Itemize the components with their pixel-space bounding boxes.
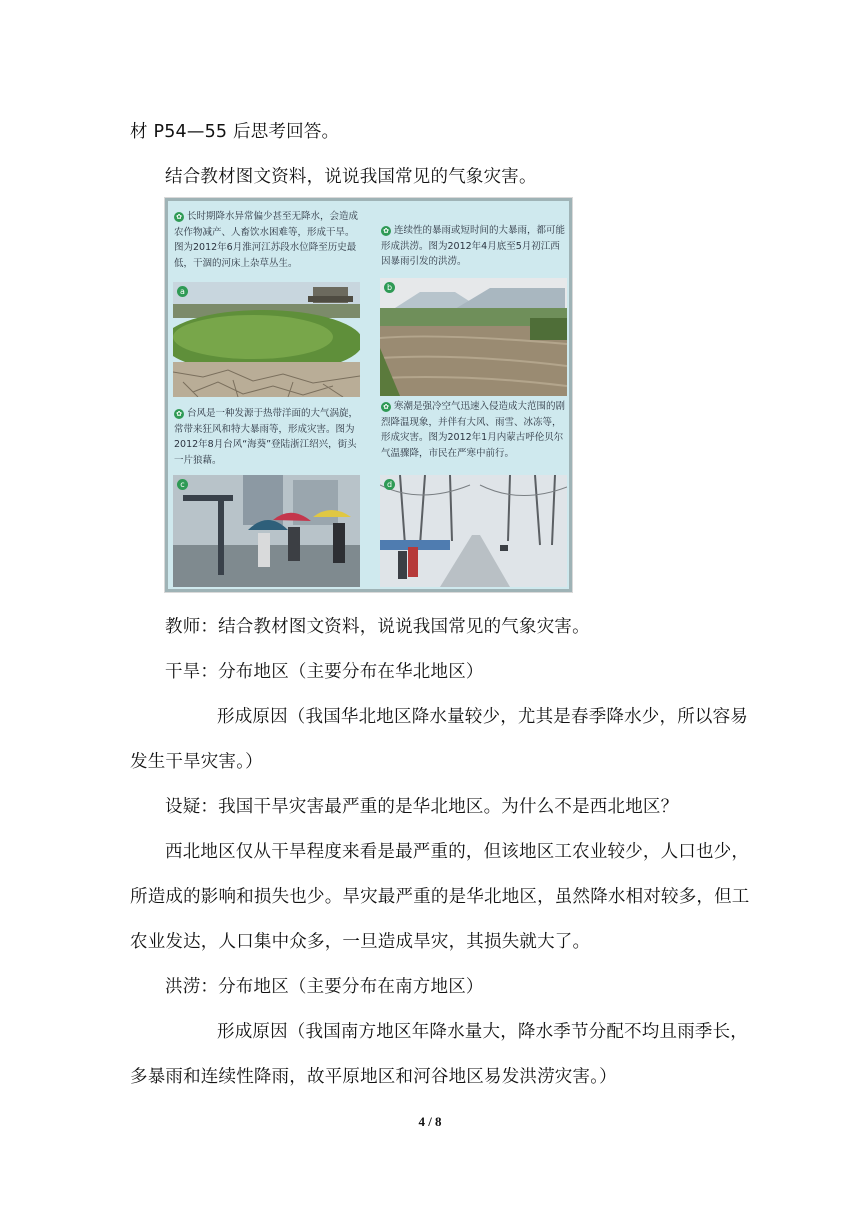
photo-tag-a: a [177,286,188,297]
leaf-icon: ✿ [381,226,391,236]
caption-flood: ✿ 连续性的暴雨或短时间的大暴雨，都可能形成洪涝。图为2012年4月底至5月初江西因暴雨引发的洪涝。 [381,225,566,267]
paragraph-line: 发生干旱灾害。） [130,752,263,772]
photo-typhoon [173,475,360,587]
paragraph-line: 形成原因（我国南方地区年降水量大，降水季节分配不均且雨季长， [217,1022,748,1042]
leaf-icon: ✿ [174,409,184,419]
photo-tag-c: c [177,479,188,490]
paragraph-line: 多暴雨和连续性降雨，故平原地区和河谷地区易发洪涝灾害。） [130,1067,617,1087]
paragraph-line: 材 P54—55 后思考回答。 [130,122,340,142]
caption-drought: ✿ 长时期降水异常偏少甚至无降水，会造成农作物减产、人畜饮水困难等，形成干旱。图为2012年6月淮河江苏段水位降至历史最低，干涸的河床上杂草丛生。 [174,211,359,269]
paragraph-line: 农业发达，人口集中众多，一旦造成旱灾，其损失就大了。 [130,932,591,952]
paragraph-line: 干旱：分布地区（主要分布在华北地区） [165,662,484,682]
photo-cold-wave [380,475,567,587]
paragraph-line: 设疑：我国干旱灾害最严重的是华北地区。为什么不是西北地区？ [165,797,679,817]
caption-typhoon: ✿ 台风是一种发源于热带洋面的大气涡旋，常带来狂风和特大暴雨等，形成灾害。图为2012年8月台风“海葵”登陆浙江绍兴，街头一片狼藉。 [174,408,359,466]
paragraph-line: 西北地区仅从干旱程度来看是最严重的，但该地区工农业较少，人口也少， [165,842,750,862]
paragraph-line: 结合教材图文资料，说说我国常见的气象灾害。 [165,167,537,187]
leaf-icon: ✿ [381,402,391,412]
photo-drought [173,282,360,397]
paragraph-line: 所造成的影响和损失也少。旱灾最严重的是华北地区，虽然降水相对较多，但工 [130,887,750,907]
photo-flood [380,278,567,396]
caption-cold-wave: ✿ 寒潮是强冷空气迅速入侵造成大范围的剧烈降温现象，并伴有大风、雨雪、冰冻等，形成灾害。图为2012年1月内蒙古呼伦贝尔气温骤降，市民在严寒中前行。 [381,401,566,459]
photo-tag-b: b [384,282,395,293]
paragraph-line: 形成原因（我国华北地区降水量较少，尤其是春季降水少，所以容易 [217,707,748,727]
photo-tag-d: d [384,479,395,490]
paragraph-line: 教师：结合教材图文资料，说说我国常见的气象灾害。 [165,617,590,637]
paragraph-line: 洪涝：分布地区（主要分布在南方地区） [165,977,484,997]
page-number: 4 / 8 [418,1114,442,1129]
textbook-figure [165,198,572,592]
leaf-icon: ✿ [174,212,184,222]
